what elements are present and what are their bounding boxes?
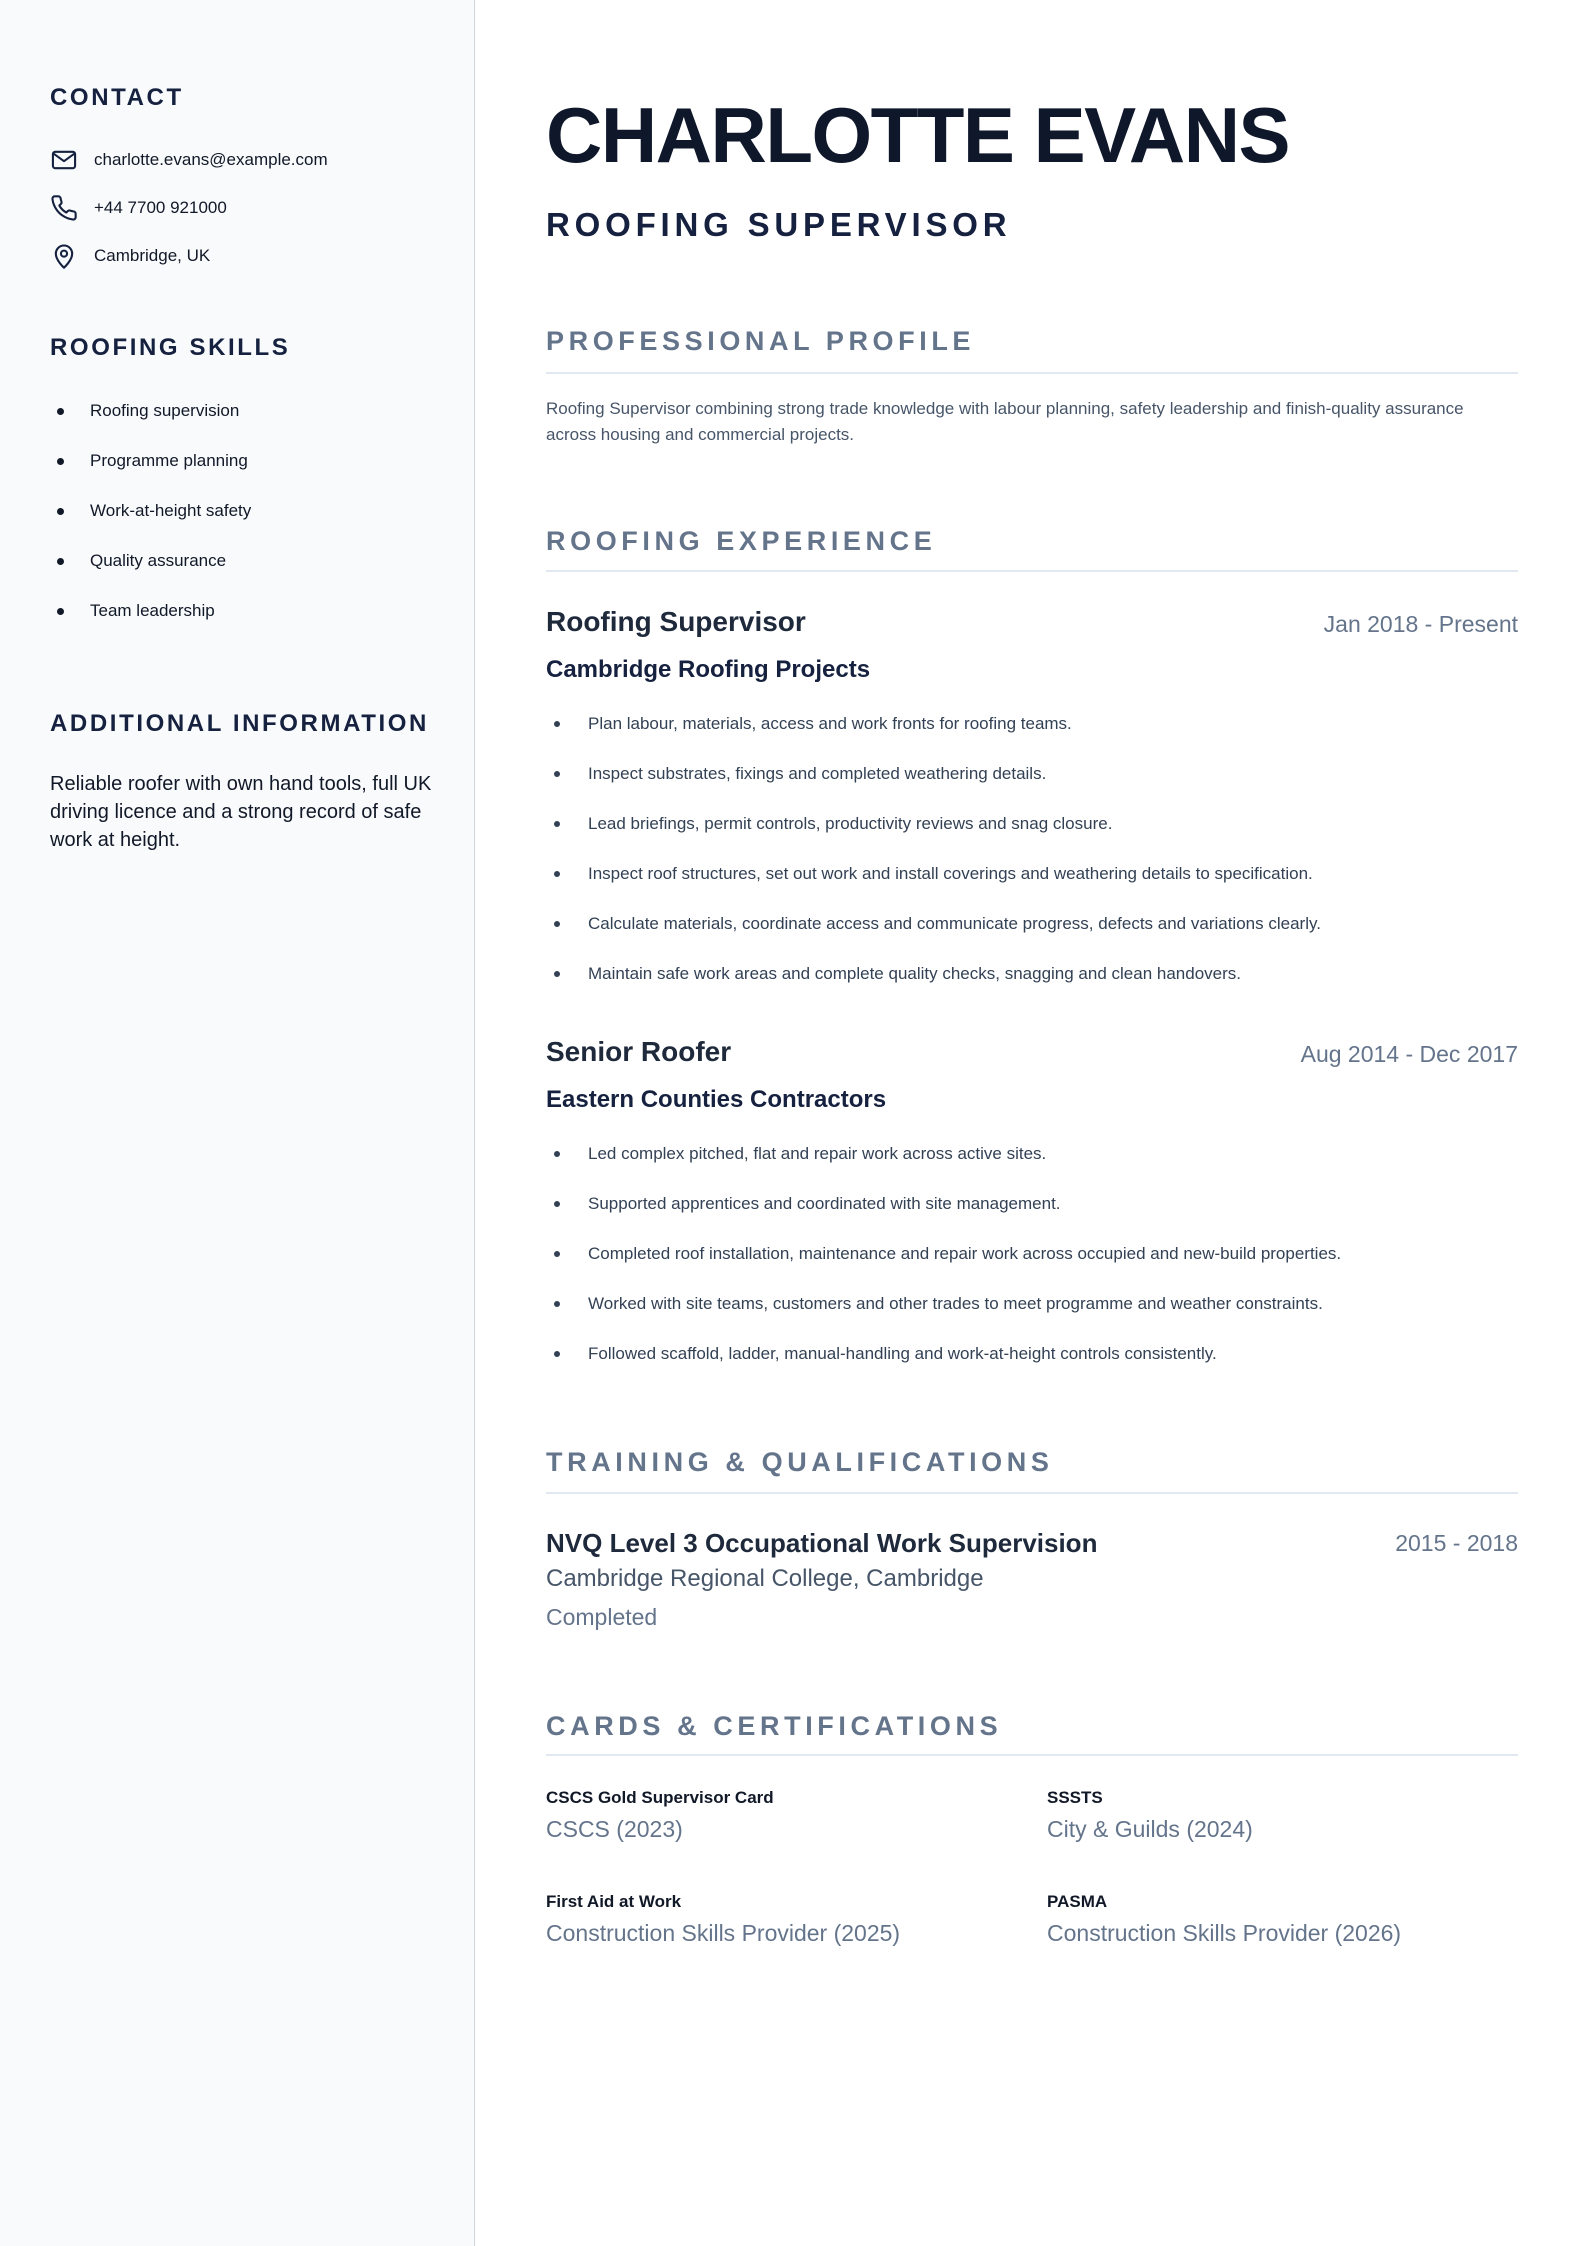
candidate-name: CHARLOTTE EVANS — [546, 91, 1290, 179]
job-dates: Aug 2014 - Dec 2017 — [1300, 1041, 1518, 1067]
job-bullet: Supported apprentices and coordinated with site management. — [554, 1194, 1061, 1214]
skill-item: Programme planning — [57, 451, 248, 471]
phone-icon — [50, 194, 78, 222]
contact-email[interactable] — [50, 145, 328, 175]
skills-heading: ROOFING SKILLS — [50, 334, 291, 361]
job-bullet: Inspect roof structures, set out work and install coverings and weathering details to specification. — [554, 864, 1313, 884]
job-company: Eastern Counties Contractors — [546, 1086, 887, 1113]
job-bullet: Plan labour, materials, access and work fronts for roofing teams. — [554, 714, 1072, 734]
job-company: Cambridge Roofing Projects — [546, 656, 871, 683]
candidate-role: ROOFING SUPERVISOR — [546, 206, 1012, 243]
cert-issuer: CSCS (2023) — [546, 1816, 683, 1842]
mail-icon — [50, 146, 78, 174]
section-divider — [546, 570, 1518, 572]
qualification-school: Cambridge Regional College, Cambridge — [546, 1565, 984, 1592]
job-bullet: Led complex pitched, flat and repair work across active sites. — [554, 1144, 1046, 1164]
job-bullet: Calculate materials, coordinate access and communicate progress, defects and variations clearly. — [554, 914, 1321, 934]
location-text: Cambridge, UK — [94, 246, 211, 265]
additional-heading: ADDITIONAL INFORMATION — [50, 710, 429, 737]
skill-item: Work-at-height safety — [57, 501, 251, 521]
contact-phone[interactable] — [50, 193, 227, 223]
cert-issuer: City & Guilds (2024) — [1047, 1816, 1253, 1842]
section-divider — [546, 372, 1518, 374]
cert-name: PASMA — [1047, 1892, 1108, 1911]
qualification-title: NVQ Level 3 Occupational Work Supervision — [546, 1528, 1098, 1558]
job-bullet: Inspect substrates, fixings and completed weathering details. — [554, 764, 1046, 784]
skill-item: Team leadership — [57, 601, 215, 621]
experience-heading: ROOFING EXPERIENCE — [546, 526, 937, 556]
section-divider — [546, 1492, 1518, 1494]
email-text: charlotte.evans@example.com — [94, 150, 328, 169]
contact-heading: CONTACT — [50, 84, 184, 111]
cert-name: CSCS Gold Supervisor Card — [546, 1788, 774, 1807]
cert-issuer: Construction Skills Provider (2025) — [546, 1920, 901, 1946]
skill-item: Quality assurance — [57, 551, 226, 571]
cert-issuer: Construction Skills Provider (2026) — [1047, 1920, 1402, 1946]
sidebar — [0, 0, 475, 2246]
job-bullet: Maintain safe work areas and complete quality checks, snagging and clean handovers. — [554, 964, 1241, 984]
cert-name: SSSTS — [1047, 1788, 1103, 1807]
job-bullet: Worked with site teams, customers and other trades to meet programme and weather constraints. — [554, 1294, 1323, 1314]
job-bullet: Lead briefings, permit controls, productivity reviews and snag closure. — [554, 814, 1112, 834]
skill-item: Roofing supervision — [57, 401, 239, 421]
profile-heading: PROFESSIONAL PROFILE — [546, 326, 976, 356]
job-bullet: Followed scaffold, ladder, manual-handling and work-at-height controls consistently. — [554, 1344, 1217, 1364]
location-pin-icon — [50, 242, 78, 270]
profile-text: Roofing Supervisor combining strong trade knowledge with labour planning, safety leadership and finish-quality assurance across housing and commercial projects. — [546, 399, 1464, 444]
additional-text: Reliable roofer with own hand tools, full UK driving licence and a strong record of safe work at height. — [50, 773, 432, 851]
job-bullet: Completed roof installation, maintenance and repair work across occupied and new-build properties. — [554, 1244, 1341, 1264]
section-divider — [546, 1754, 1518, 1756]
contact-location — [50, 241, 210, 271]
job-title: Senior Roofer — [546, 1036, 732, 1067]
cert-name: First Aid at Work — [546, 1892, 682, 1911]
qualification-status: Completed — [546, 1604, 658, 1630]
main-content — [476, 0, 1588, 2246]
certifications-heading: CARDS & CERTIFICATIONS — [546, 1711, 1003, 1741]
job-dates: Jan 2018 - Present — [1323, 611, 1518, 637]
training-heading: TRAINING & QUALIFICATIONS — [546, 1447, 1054, 1477]
phone-text: +44 7700 921000 — [94, 198, 227, 217]
job-title: Roofing Supervisor — [546, 606, 806, 637]
qualification-dates: 2015 - 2018 — [1395, 1530, 1518, 1556]
